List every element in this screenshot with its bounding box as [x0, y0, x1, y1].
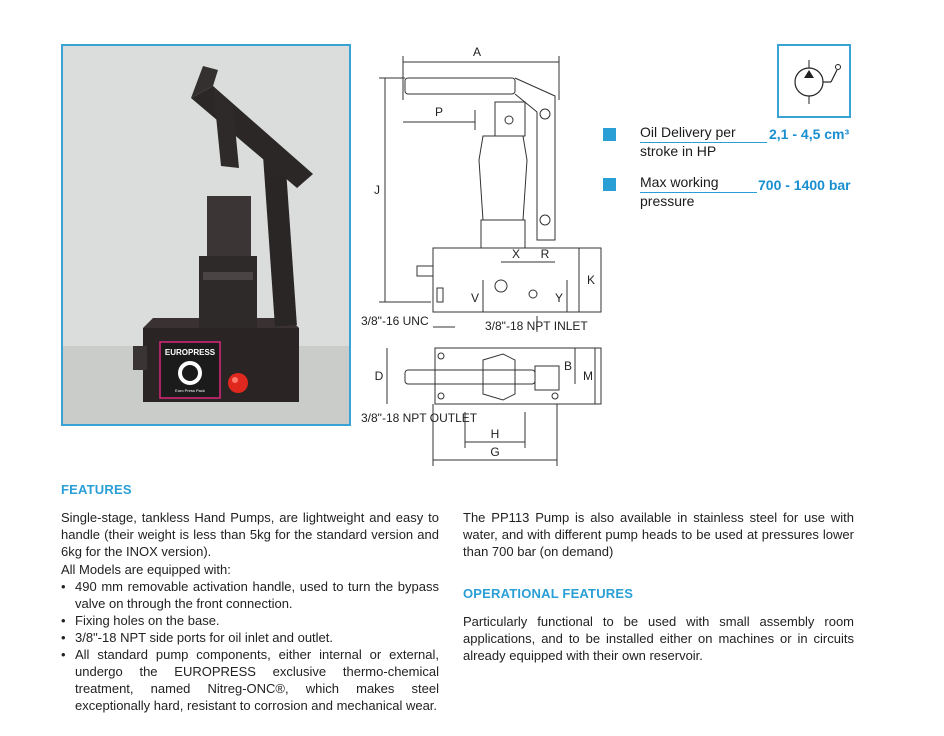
- features-equipped: All Models are equipped with:: [61, 562, 231, 577]
- badge-sub: Euro Press Pack: [175, 388, 205, 393]
- label-inlet: 3/8"-18 NPT INLET: [485, 319, 588, 333]
- list-item: • Fixing holes on the base.: [61, 612, 439, 629]
- technical-drawing: [355, 40, 610, 470]
- dim-D: D: [374, 369, 384, 383]
- spec-label-line2: pressure: [640, 193, 695, 209]
- dim-V: V: [470, 291, 480, 305]
- stainless-note: The PP113 Pump is also available in stainless steel for use with water, and with different pump heads to be used at pressures lower than 700 bar (on demand): [463, 510, 854, 559]
- dim-X: X: [511, 247, 521, 261]
- features-list: [61, 578, 439, 714]
- list-item: • 490 mm removable activation handle, used to turn the bypass valve on through the front connection.: [61, 578, 439, 612]
- dim-K: K: [586, 273, 596, 287]
- list-item: • 3/8"-18 NPT side ports for oil inlet and outlet.: [61, 629, 439, 646]
- dim-J: J: [374, 183, 380, 197]
- list-item: • All standard pump components, either internal or external, undergo the EUROPRESS exclusive thermo-chemical treatment, named Nitreg-ONC®, which makes steel exceptionally hard, resistant to corrosion and mechanical wear.: [61, 646, 439, 714]
- operational-text: Particularly functional to be used with small assembly room applications, and to be installed either on machines or in circuits already equipped with their own reservoir.: [463, 614, 854, 663]
- spec-label-line1: Oil Delivery per: [640, 124, 736, 140]
- spec-max-pressure: [603, 174, 863, 212]
- features-intro: Single-stage, tankless Hand Pumps, are lightweight and easy to handle (their weight is less than 5kg for the standard version and 6kg for the INOX version).: [61, 510, 439, 559]
- spec-value: 2,1 - 4,5 cm³: [769, 126, 850, 142]
- pump-symbol-icon: [779, 46, 849, 116]
- spec-oil-delivery: [603, 124, 863, 162]
- dim-R: R: [540, 247, 550, 261]
- spec-label-line2: stroke in HP: [640, 143, 717, 159]
- operational-heading: OPERATIONAL FEATURES: [463, 586, 634, 601]
- label-outlet: 3/8"-18 NPT OUTLET: [361, 411, 478, 425]
- features-heading: FEATURES: [61, 482, 132, 497]
- product-photo: [61, 44, 351, 426]
- spec-value: 700 - 1400 bar: [758, 177, 851, 193]
- spec-label-line1: Max working: [640, 174, 719, 190]
- dim-M: M: [583, 369, 593, 383]
- dim-Y: Y: [554, 291, 564, 305]
- dim-H: H: [490, 427, 500, 441]
- badge-brand: EUROPRESS: [164, 348, 216, 357]
- spec-bullet: [603, 128, 616, 141]
- hand-pump-illustration: [63, 46, 351, 426]
- hydraulic-symbol: [777, 44, 851, 118]
- dim-B: B: [563, 359, 573, 373]
- dim-G: G: [490, 445, 500, 459]
- dim-P: P: [434, 105, 444, 119]
- dim-A: A: [472, 45, 482, 59]
- spec-bullet: [603, 178, 616, 191]
- label-unc: 3/8"-16 UNC: [361, 314, 429, 328]
